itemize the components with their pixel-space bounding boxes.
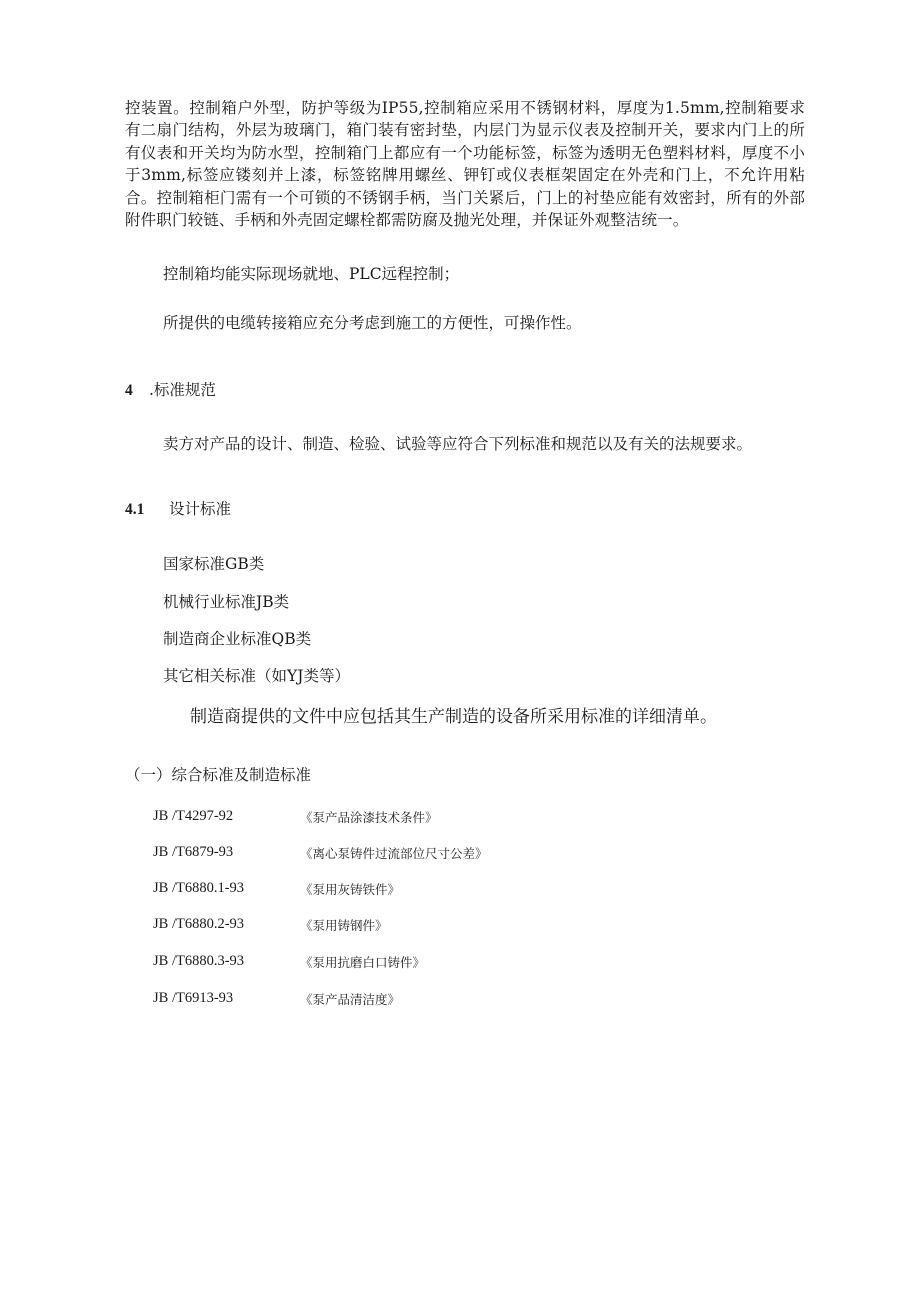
standard-row [153,808,753,828]
section-4-number: 4 [125,382,133,399]
standard-row [153,953,753,973]
standard-code: JB /T4297-92 [153,808,234,824]
standard-title: 《泵用灰铸铁件》 [300,882,401,897]
standard-category-item: 机械行业标准JB类 [163,593,290,611]
section-4-intro: 卖方对产品的设计、制造、检验、试验等应符合下列标准和规范以及有关的法规要求。 [163,435,753,453]
section-4-1-title: 设计标准 [169,500,232,518]
standard-title: 《泵用铸钢件》 [300,918,388,933]
standards-list-note: 制造商提供的文件中应包括其生产制造的设备所采用标准的详细清单。 [190,707,717,727]
standard-row [153,844,753,864]
control-box-paragraph: 控装置。控制箱户外型，防护等级为IP55,控制箱应采用不锈钢材料，厚度为1.5mm,控制箱要求有二扇门结构，外层为玻璃门，箱门装有密封垫，内层门为显示仪表及控制开关，要求内门上的所有仪表和开关均为防水型，控制箱门上都应有一个功能标签，标签为透明无色塑料材料，厚度不小于3mm,标签应镂刻并上漆，标签铭牌用螺丝、钾钉或仪表框架固定在外壳和门上，不允许用粘合。控制箱柜门需有一个可锁的不锈钢手柄，当门关紧后，门上的衬垫应能有效密封，所有的外部附件职门较链、手柄和外壳固定螺栓都需防腐及抛光处理，并保证外观整洁统一。 [125,99,805,230]
standard-code: JB /T6880.3-93 [153,953,245,969]
standard-title: 《泵产品清洁度》 [300,992,401,1007]
standard-category-item: 国家标准GB类 [163,555,265,573]
standard-code: JB /T6880.2-93 [153,916,245,932]
standard-category-item: 制造商企业标准QB类 [163,630,312,648]
control-mode-line: 控制箱均能实际现场就地、PLC远程控制； [163,265,460,283]
standard-title: 《泵产品涂漆技术条件》 [300,810,438,825]
standard-row [153,990,753,1010]
section-4-heading [125,378,216,400]
standard-row [153,916,753,936]
section-4-1-heading [125,497,231,519]
standard-title: 《泵用抗磨白口铸件》 [300,955,426,970]
standard-row [153,880,753,900]
standard-code: JB /T6880.1-93 [153,880,245,896]
standard-category-item: 其它相关标准（如YJ类等） [163,667,350,685]
section-4-1-number: 4.1 [125,501,145,518]
standard-title: 《离心泵铸件过流部位尺寸公差》 [300,846,488,861]
cable-box-line: 所提供的电缆转接箱应充分考虑到施工的方便性，可操作性。 [163,314,582,332]
subsection-1-title: （一）综合标准及制造标准 [125,766,312,784]
standard-code: JB /T6913-93 [153,990,234,1006]
standard-code: JB /T6879-93 [153,844,234,860]
section-4-title: .标准规范 [149,381,216,399]
